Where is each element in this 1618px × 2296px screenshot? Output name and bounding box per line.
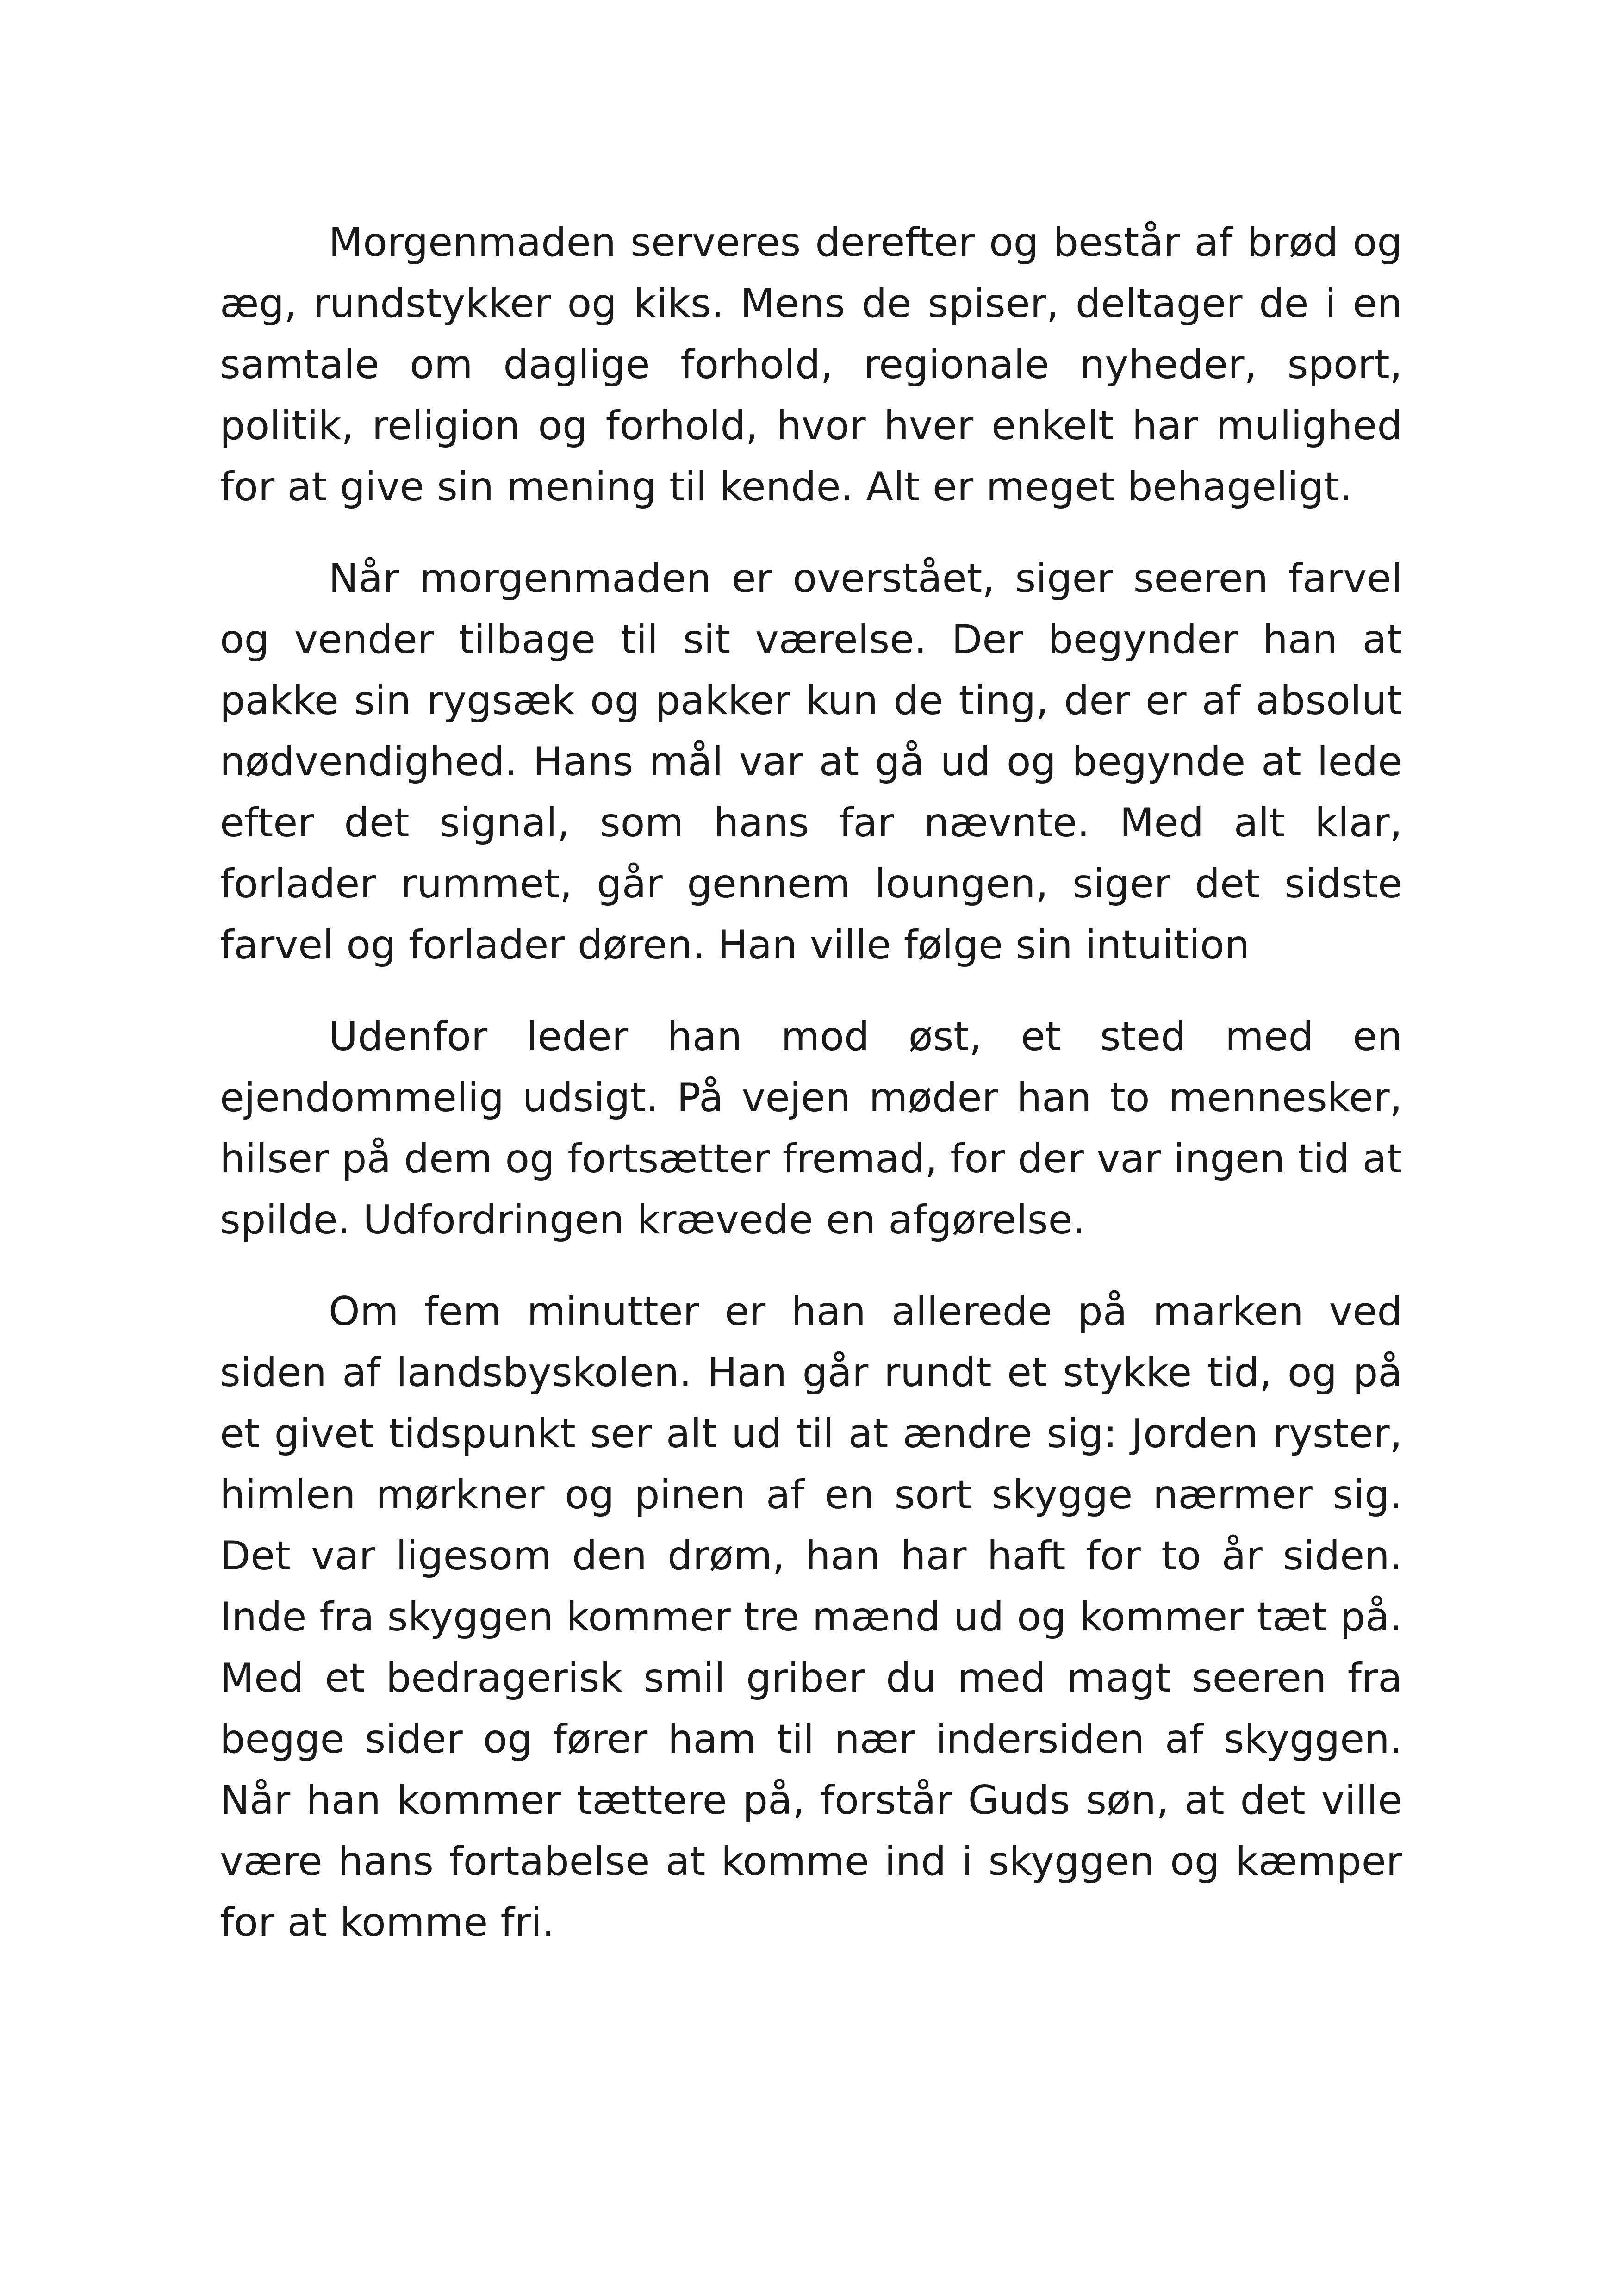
paragraph-shadow: Om fem minutter er han allerede på marken ved siden af landsbyskolen. Han går rundt et stykke tid, og på et givet tidspunkt ser alt ud til at ændre sig: Jorden ryster, himlen mørkner og pinen af en sort skygge nærmer sig. Det var ligesom den drøm, han har haft for to år siden. Inde fra skyggen kommer tre mænd ud og kommer tæt på. Med et bedragerisk smil griber du med magt seeren fra begge sider og fører ham til nær indersiden af skyggen. Når han kommer tættere på, forstår Guds søn, at det ville være hans fortabelse at komme ind i skyggen og kæmper for at komme fri. <box>220 1288 1402 1946</box>
paragraph-breakfast: Morgenmaden serveres derefter og består af brød og æg, rundstykker og kiks. Mens de spiser, deltager de i en samtale om daglige forhold, regionale nyheder, sport, politik, religion og forhold, hvor hver enkelt har mulighed for at give sin mening til kende. Alt er meget behageligt. <box>220 219 1402 510</box>
paragraph-departure: Når morgenmaden er overstået, siger seeren farvel og vender tilbage til sit værelse. Der begynder han at pakke sin rygsæk og pakker kun de ting, der er af absolut nødvendighed. Hans mål var at gå ud og begynde at lede efter det signal, som hans far nævnte. Med alt klar, forlader rummet, går gennem loungen, siger det sidste farvel og forlader døren. Han ville følge sin intuition <box>220 555 1402 968</box>
paragraph-outside: Udenfor leder han mod øst, et sted med en ejendommelig udsigt. På vejen møder han to mennesker, hilser på dem og fortsætter fremad, for der var ingen tid at spilde. Udfordringen krævede en afgørelse. <box>220 1014 1402 1243</box>
body-text <box>220 212 1402 1953</box>
